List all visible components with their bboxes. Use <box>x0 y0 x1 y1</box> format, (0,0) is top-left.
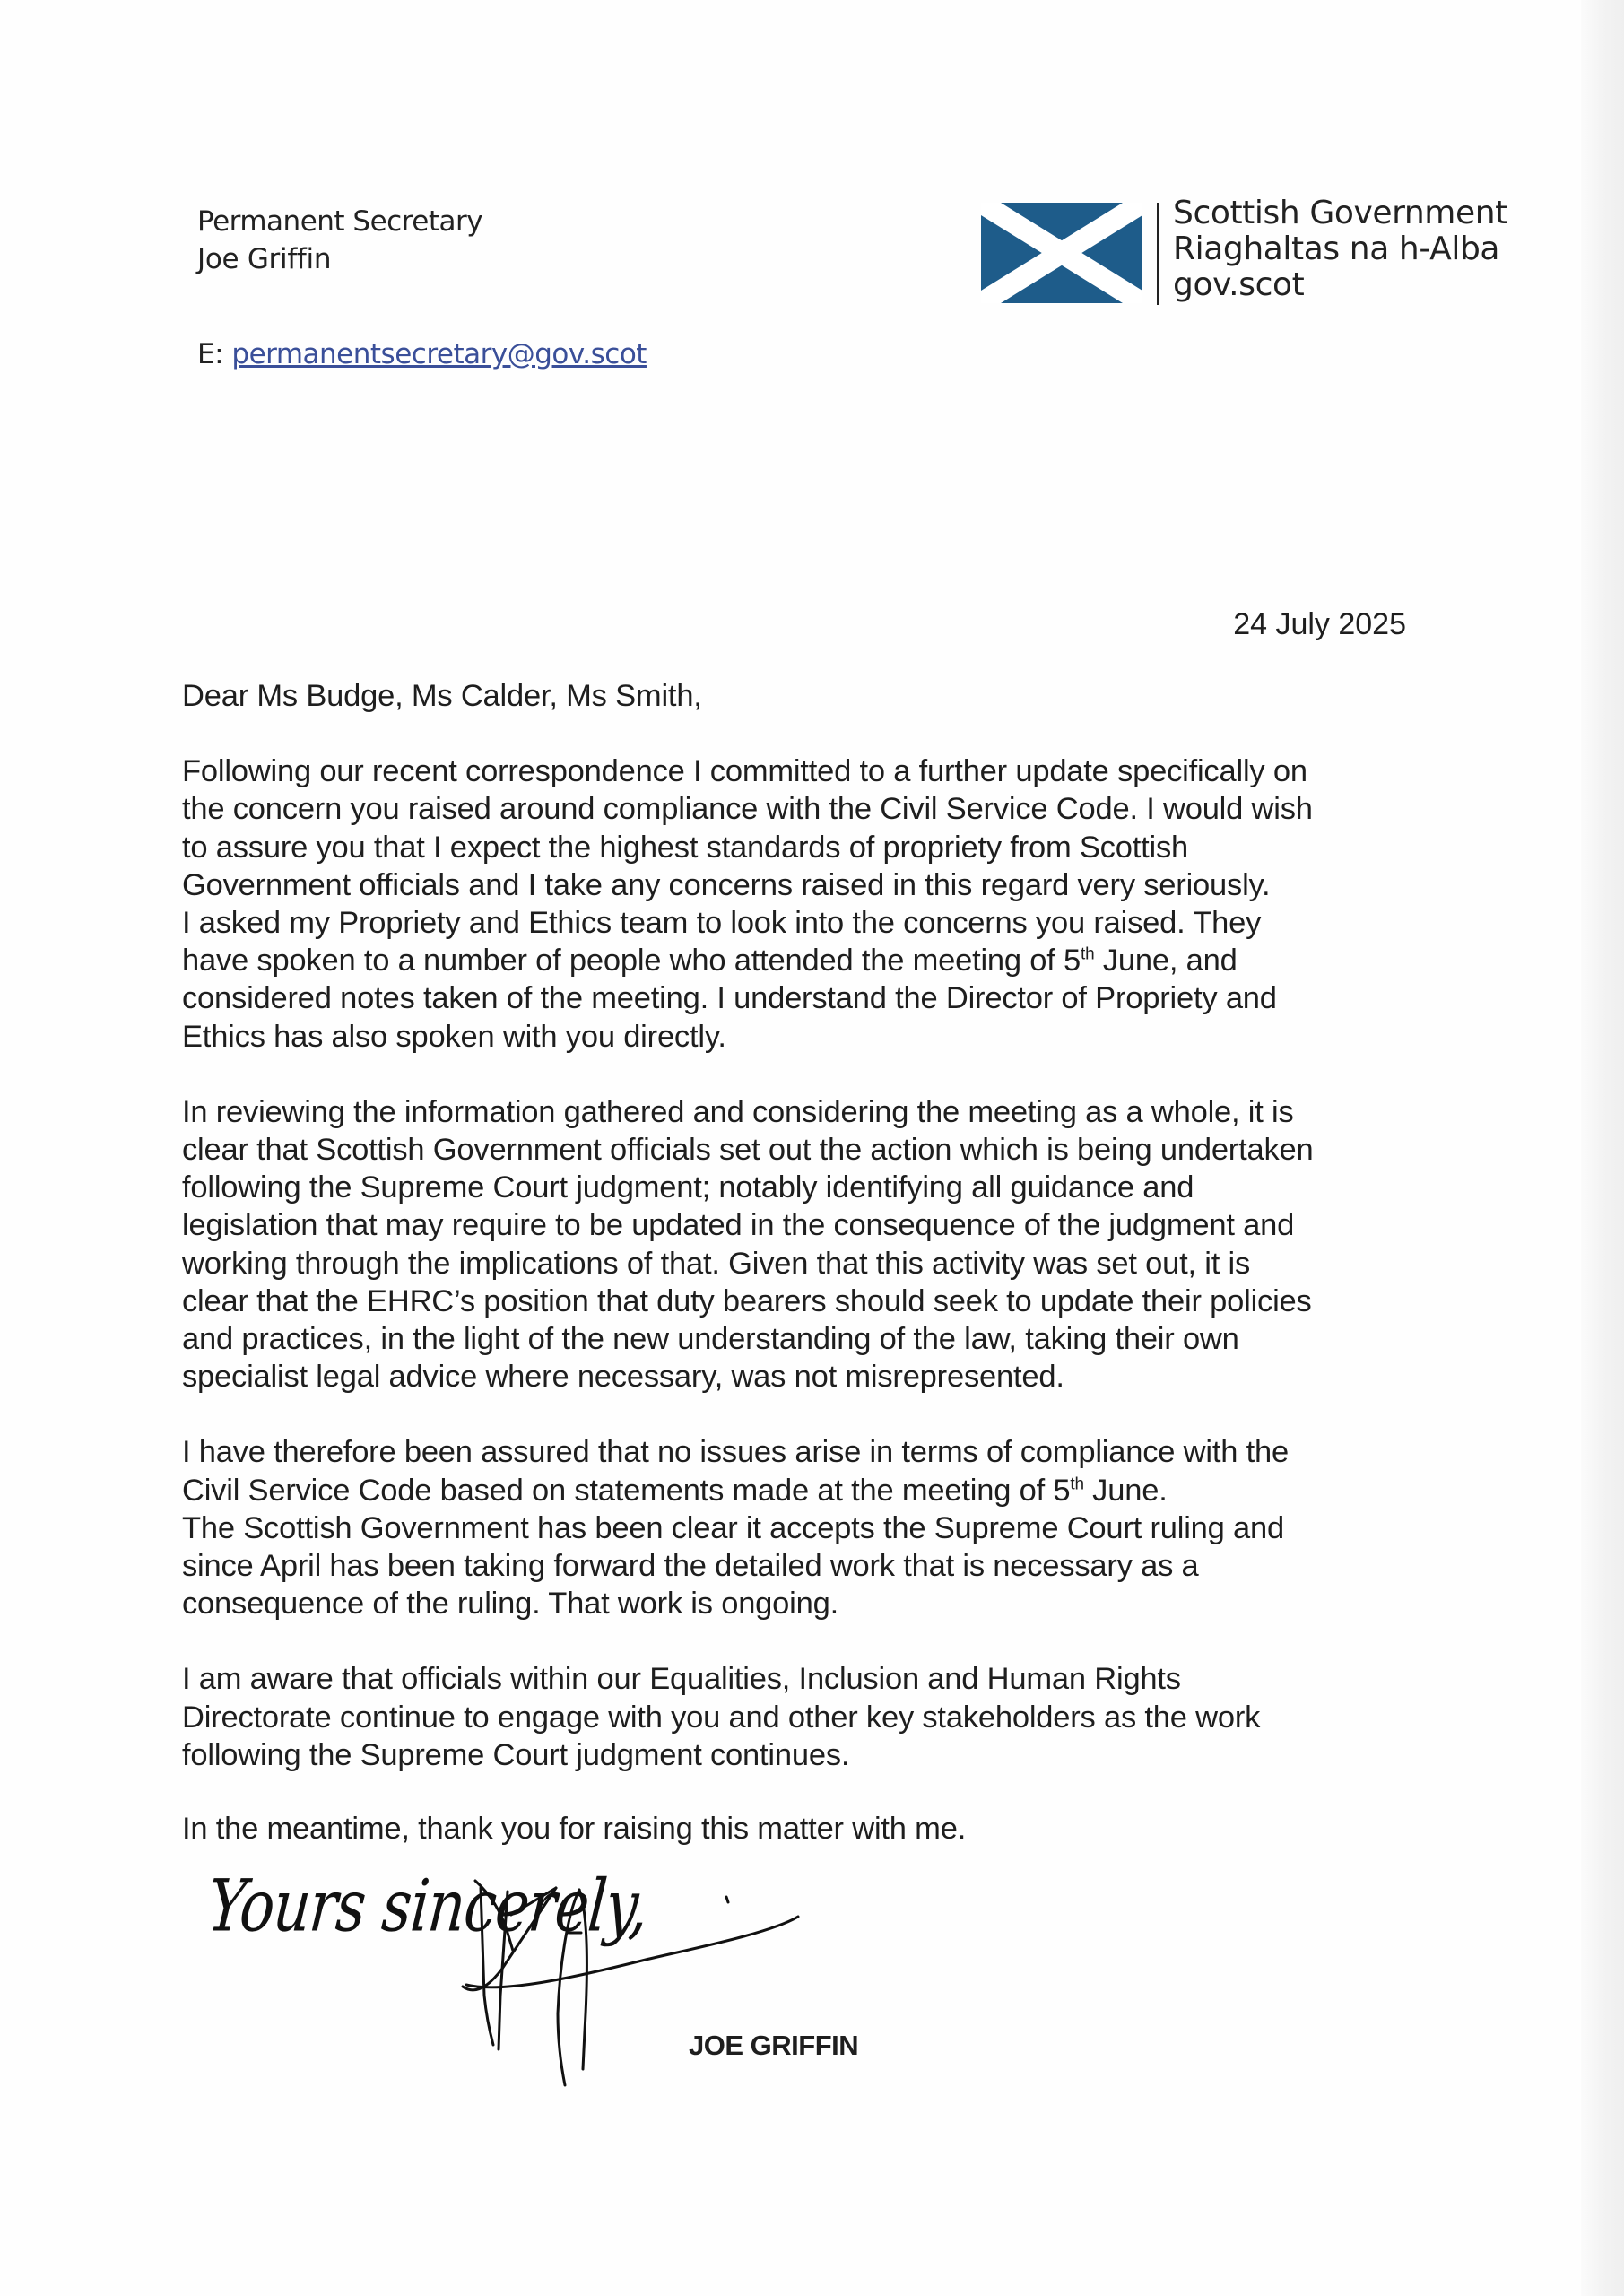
paragraph <box>182 1093 1437 1396</box>
paragraph-line: I have therefore been assured that no issues arise in terms of compliance with the <box>182 1435 1289 1470</box>
paragraph-line: clear that the EHRC’s position that duty bearers should seek to update their policies <box>182 1283 1312 1318</box>
paragraphs <box>182 752 1437 1774</box>
paragraph-line: I asked my Propriety and Ethics team to look into the concerns you raised. They <box>182 906 1262 941</box>
email-label: E: <box>197 338 224 370</box>
paragraph-line: Directorate continue to engage with you and other key stakeholders as the work <box>182 1700 1261 1735</box>
logo-line-gaelic: Riaghaltas na h-Alba <box>1173 230 1500 267</box>
line-text: have spoken to a number of people who attended the meeting of 5 <box>182 944 1081 978</box>
paragraph-line: clear that Scottish Government officials set out the action which is being undertaken <box>182 1133 1314 1168</box>
paragraph-line: following the Supreme Court judgment continues. <box>182 1737 850 1772</box>
paragraph-line: to assure you that I expect the highest standards of propriety from Scottish <box>182 830 1188 865</box>
line-text: Civil Service Code based on statements made at the meeting of 5 <box>182 1473 1071 1508</box>
paragraph-line: and practices, in the light of the new understanding of the law, taking their own <box>182 1322 1239 1357</box>
email-line <box>197 338 647 370</box>
sender-block <box>197 203 482 278</box>
signee-name: JOE GRIFFIN <box>689 2030 859 2061</box>
sender-title: Permanent Secretary <box>197 205 483 238</box>
scottish-government-logo <box>981 195 1555 307</box>
signature-area <box>197 1861 1094 2094</box>
paragraph-line: since April has been taking forward the detailed work that is necessary as a <box>182 1549 1199 1584</box>
logo-divider <box>1157 203 1159 305</box>
paragraph <box>182 1433 1437 1622</box>
paragraph-line: legislation that may require to be updated in the consequence of the judgment and <box>182 1208 1295 1243</box>
paragraph-line <box>182 1472 1437 1509</box>
paragraph-line: consequence of the ruling. That work is ongoing. <box>182 1587 838 1622</box>
line-text-after: June. <box>1083 1473 1168 1508</box>
paragraph-line: following the Supreme Court judgment; notably identifying all guidance and <box>182 1170 1194 1205</box>
ordinal-suffix: th <box>1070 1474 1084 1494</box>
paragraph-line: In reviewing the information gathered and considering the meeting as a whole, it is <box>182 1094 1294 1129</box>
line-text-after: June, and <box>1094 944 1238 978</box>
ordinal-suffix: th <box>1081 944 1095 964</box>
paragraph <box>182 1660 1437 1774</box>
paragraph-line: working through the implications of that. Given that this activity was set out, it is <box>182 1246 1251 1281</box>
paragraph-line <box>182 942 1437 979</box>
paragraph-line: the concern you raised around compliance with the Civil Service Code. I would wish <box>182 792 1313 827</box>
paragraph-line: Ethics has also spoken with you directly. <box>182 1019 726 1054</box>
scan-edge-shadow <box>1581 0 1624 2296</box>
paragraph-line: specialist legal advice where necessary, was not misrepresented. <box>182 1360 1064 1395</box>
sender-name: Joe Griffin <box>197 243 332 275</box>
logo-line-english: Scottish Government <box>1173 195 1507 231</box>
salutation: Dear Ms Budge, Ms Calder, Ms Smith, <box>182 679 702 713</box>
signature-svg <box>197 1861 1094 2094</box>
letter-body <box>182 677 1437 1812</box>
closing-line: In the meantime, thank you for raising this matter with me. <box>182 1812 967 1846</box>
paragraph <box>182 752 1437 1056</box>
paragraph-line: considered notes taken of the meeting. I understand the Director of Propriety and <box>182 981 1277 1016</box>
paragraph-line: Government officials and I take any concerns raised in this regard very seriously. <box>182 867 1271 902</box>
paragraph-line: Following our recent correspondence I committed to a further update specifically on <box>182 754 1307 789</box>
letter-date: 24 July 2025 <box>1233 607 1406 641</box>
logo-line-domain: gov.scot <box>1173 266 1305 303</box>
logo-text <box>1173 196 1507 303</box>
email-link[interactable]: permanentsecretary@gov.scot <box>231 338 647 370</box>
saltire-flag-icon <box>981 203 1142 303</box>
paragraph-line: The Scottish Government has been clear it accepts the Supreme Court ruling and <box>182 1510 1284 1545</box>
paragraph-line: I am aware that officials within our Equalities, Inclusion and Human Rights <box>182 1662 1181 1697</box>
handwritten-sign-off: Yours sincerely, <box>204 1866 651 1949</box>
